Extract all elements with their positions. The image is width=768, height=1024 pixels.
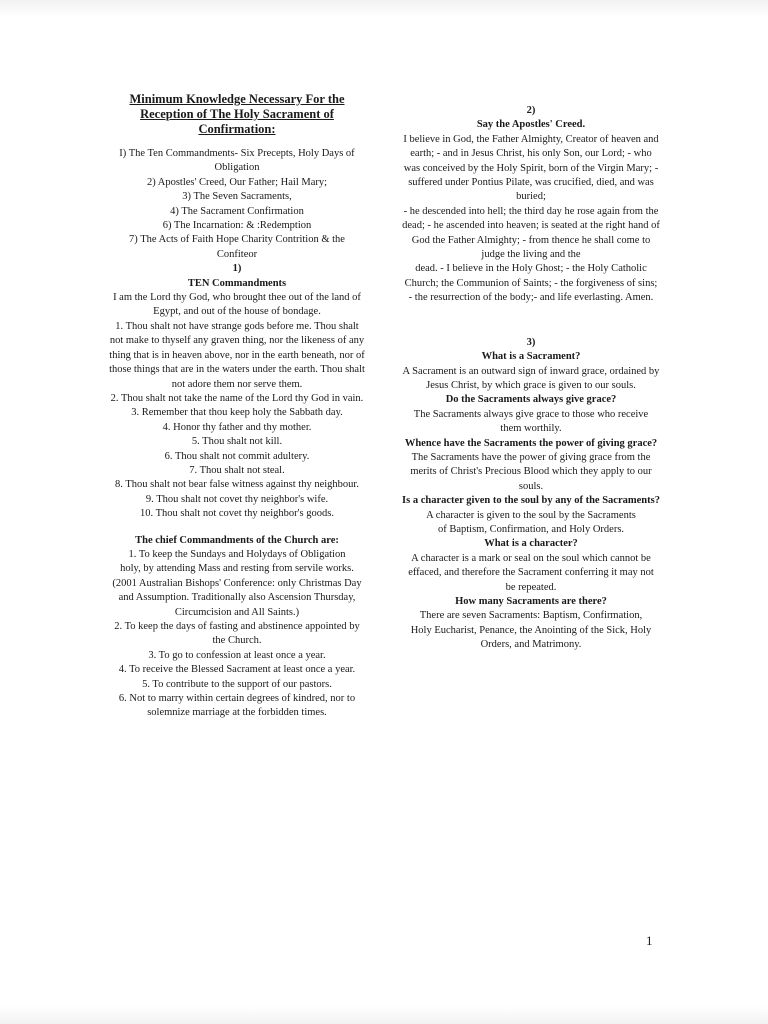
- section-heading: The chief Commandments of the Church are:: [135, 534, 339, 546]
- contents-item: 6) The Incarnation: & :Redemption: [162, 220, 312, 232]
- page-top-shade: [0, 0, 768, 18]
- commandment-item: 4. Honor thy father and thy mother.: [162, 421, 312, 433]
- church-item: 3. To go to confession at least once a year.: [148, 649, 326, 661]
- contents-list: [108, 147, 366, 262]
- contents-item: 2) Apostles' Creed, Our Father; Hail Mary;: [146, 176, 328, 188]
- commandment-item: 6. Thou shalt not commit adultery.: [164, 450, 310, 462]
- section-number: 3): [526, 336, 536, 348]
- page-number: 1: [646, 933, 653, 948]
- document-title: Minimum Knowledge Necessary For the Reception of The Holy Sacrament of Confirmation:: [129, 92, 345, 136]
- answer: The Sacraments have the power of giving grace from the merits of Christ's Precious Blood which they apply to our souls.: [410, 451, 652, 492]
- church-item: 1. To keep the Sundays and Holydays of Obligation: [128, 548, 346, 560]
- question: What is a Sacrament?: [481, 351, 581, 363]
- creed-text: I believe in God, the Father Almighty, Creator of heaven and earth; - and in Jesus Christ, his only Son, our Lord; - who was conceived by the Holy Spirit, born of the Virgin Mary; - suffered under Pontius Pilate, was crucified, died, and was buried;: [403, 133, 659, 203]
- contents-item: I) The Ten Commandments- Six Precepts, Holy Days of Obligation: [119, 148, 355, 174]
- contents-item: 7) The Acts of Faith Hope Charity Contrition & the Confiteor: [129, 234, 345, 260]
- commandment-item: 8. Thou shalt not bear false witness against thy neighbour.: [115, 479, 359, 491]
- question: What is a character?: [484, 538, 578, 550]
- answer: Holy Eucharist, Penance, the Anointing of the Sick, Holy Orders, and Matrimony.: [410, 624, 652, 651]
- question: Do the Sacraments always give grace?: [445, 394, 617, 406]
- section-heading: Say the Apostles' Creed.: [476, 119, 586, 131]
- section-heading: TEN Commandments: [187, 277, 287, 289]
- left-column: [108, 92, 366, 721]
- commandment-item: 10. Thou shalt not covet thy neighbor's goods.: [140, 508, 334, 520]
- answer: A character is a mark or seal on the soul which cannot be effaced, and therefore the Sacrament conferring it may not be repeated.: [408, 552, 654, 593]
- church-item: 6. Not to marry within certain degrees of kindred, nor to solemnize marriage at the forbidden times.: [118, 693, 356, 719]
- section-intro: I am the Lord thy God, who brought thee out of the land of Egypt, and out of the house of bondage.: [113, 292, 361, 318]
- church-item: 2. To keep the days of fasting and abstinence appointed by the Church.: [114, 621, 360, 647]
- section-church-commandments: [108, 534, 366, 721]
- commandment-item: 2. Thou shalt not take the name of the Lord thy God in vain.: [110, 392, 364, 404]
- question: Whence have the Sacraments the power of giving grace?: [404, 437, 658, 449]
- section-number: 2): [526, 105, 536, 116]
- page-bottom-shade: [0, 1006, 768, 1024]
- contents-item: 3) The Seven Sacraments,: [182, 191, 292, 203]
- section-number: 1): [232, 263, 242, 275]
- commandment-item: 7. Thou shalt not steal.: [189, 464, 285, 476]
- question: Is a character given to the soul by any of the Sacraments?: [402, 495, 660, 507]
- right-column: [402, 104, 660, 653]
- commandment-item: 9. Thou shalt not covet thy neighbor's wife.: [145, 493, 329, 505]
- creed-text: - he descended into hell; the third day he rose again from the dead; - he ascended into heaven; is seated at the right hand of God the Father Almighty; - from thence he shall come to judge the living and the: [402, 205, 660, 261]
- answer: A character is given to the soul by the Sacraments: [426, 509, 636, 521]
- answer: The Sacraments always give grace to those who receive them worthily.: [413, 408, 649, 435]
- section-apostles-creed: [402, 104, 660, 306]
- church-item: holy, by attending Mass and resting from servile works. (2001 Australian Bishops' Conference: only Christmas Day and Assumption. Traditionally also Ascension Thursday, Circumcision and All Saints.): [112, 563, 362, 618]
- question: How many Sacraments are there?: [455, 596, 607, 607]
- church-item: 5. To contribute to the support of our pastors.: [142, 678, 332, 690]
- commandment-item: 1. Thou shalt not have strange gods before me. Thou shalt not make to thyself any graven thing, nor the likeness of any thing that is in heaven above, nor in the earth beneath, nor of those things that are in the waters under the earth. Thou shalt not adore them nor serve them.: [109, 320, 365, 390]
- creed-text: dead. - I believe in the Holy Ghost; - the Holy Catholic Church; the Communion of Saints; - the forgiveness of sins; - the resurrection of the body;- and life everlasting. Amen.: [404, 263, 658, 304]
- answer: There are seven Sacraments: Baptism, Confirmation,: [419, 610, 643, 622]
- commandment-item: 5. Thou shalt not kill.: [191, 436, 283, 448]
- answer: A Sacrament is an outward sign of inward grace, ordained by Jesus Christ, by which grace is given to our souls.: [402, 365, 660, 391]
- church-item: 4. To receive the Blessed Sacrament at least once a year.: [118, 664, 356, 676]
- section-ten-commandments: [108, 262, 366, 521]
- answer: of Baptism, Confirmation, and Holy Orders.: [437, 523, 625, 535]
- contents-item: 4) The Sacrament Confirmation: [170, 205, 304, 217]
- section-sacraments: [402, 336, 660, 653]
- commandment-item: 3. Remember that thou keep holy the Sabbath day.: [131, 407, 343, 419]
